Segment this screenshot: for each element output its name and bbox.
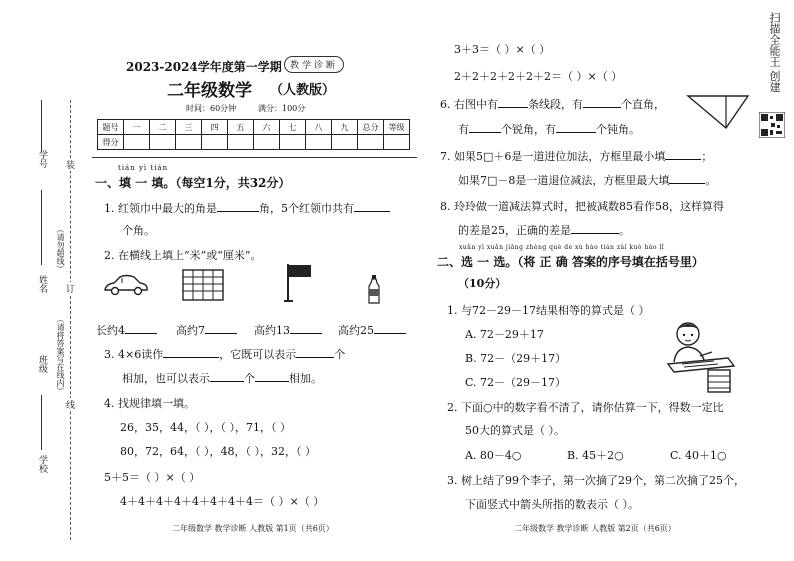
q3-line2 [122, 370, 322, 386]
q7-text-b: ； [701, 150, 713, 163]
q2-bottle-label [338, 322, 406, 338]
section2-title: 二、选 一 选。（将 正 确 答案的序号填在括号里） [437, 255, 704, 269]
school-label: 学校 [37, 455, 47, 473]
q2-label-3: 高约13 [254, 324, 290, 337]
q7-line2 [458, 172, 716, 188]
section1-title: 一、填 一 填。（每空1分，共32分） [95, 176, 291, 190]
s2-q2-line2: 50大的算式是（ ）。 [465, 424, 565, 437]
q6-blank-3[interactable] [469, 122, 501, 133]
q2-blank-4[interactable] [374, 323, 406, 334]
score-cell: 等级 [384, 120, 410, 135]
q3-text-d: 相加，也可以表示 [122, 372, 210, 385]
q3-text-b: ，它既可以表示 [219, 348, 297, 361]
bind-char-1: 装 [66, 158, 75, 171]
s2-q1-option-b[interactable]: B. 72－（29＋17） [465, 352, 567, 365]
car-icon [102, 272, 150, 298]
q2-label-2: 高约7 [176, 324, 205, 337]
q1-blank-2[interactable] [354, 201, 390, 212]
margin-note-2: （请将答案写在线内） [56, 315, 65, 395]
q3-blank-2[interactable] [296, 347, 334, 358]
score-input-cell[interactable] [306, 135, 332, 150]
q2-label-4: 高约25 [338, 324, 374, 337]
q2-car-label [96, 322, 157, 338]
q6-text-f: 个钝角。 [596, 123, 640, 136]
q8-line1: 8. 玲玲做一道减法算式时，把被减数85看作58，这样算得 [440, 200, 724, 213]
section2-points: （10分） [458, 277, 507, 290]
exam-time: 时间：60分钟 [186, 104, 237, 113]
score-input-cell[interactable] [280, 135, 306, 150]
q6-text-a: 6. 右图中有 [440, 98, 498, 111]
q7-blank-2[interactable] [669, 173, 705, 184]
full-score: 满分：100分 [258, 104, 306, 113]
q3-text-a: 3. 4×6读作 [104, 348, 164, 361]
stamp: 教学诊断 [284, 56, 344, 73]
triangle-figure [686, 94, 750, 130]
score-input-cell[interactable] [124, 135, 150, 150]
margin-note-1: （请勿超线） [56, 225, 65, 273]
id-line [41, 100, 42, 152]
q1-text-c: 个角。 [122, 224, 155, 237]
score-input-cell[interactable] [228, 135, 254, 150]
footer-left: 二年级数学 教学诊断 人教版 第1页（共6页） [172, 524, 334, 533]
q2-blank-2[interactable] [205, 323, 237, 334]
score-cell: 六 [254, 120, 280, 135]
q8-text-b: 的差是25，正确的差是 [458, 224, 571, 237]
s2-q2-option-a[interactable]: A. 80－4○ [465, 449, 522, 462]
q4-sequence-1[interactable]: 26，35，44，（ ），（ ），71，（ ） [120, 421, 291, 434]
score-cell: 二 [150, 120, 176, 135]
year-line: 2023-2024学年度第一学期 [126, 60, 282, 74]
q4-text: 4. 找规律填一填。 [104, 397, 195, 410]
q6-blank-2[interactable] [583, 97, 621, 108]
score-cell: 一 [124, 120, 150, 135]
q3-text-f: 相加。 [289, 372, 322, 385]
s2-q1-option-c[interactable]: C. 72－（29－17） [465, 376, 567, 389]
score-cell: 五 [228, 120, 254, 135]
q1-blank-1[interactable] [217, 201, 259, 212]
q7-line1 [440, 148, 712, 164]
student-id-label: 学号 [37, 150, 47, 168]
scanner-watermark: 扫描全能王 创建 [768, 12, 781, 93]
q8-line2 [458, 222, 630, 238]
score-cell: 九 [332, 120, 358, 135]
name-line [41, 190, 42, 265]
s2-q2-option-b[interactable]: B. 45＋2○ [567, 449, 624, 462]
right-row-1[interactable]: 3＋3＝（ ）×（ ） [454, 43, 551, 56]
section1-pinyin: tián yì tián [118, 164, 169, 172]
score-input-cell[interactable] [254, 135, 280, 150]
score-table-score-row [98, 135, 410, 150]
q7-text-c: 如果7□－8是一道退位减法，方框里最大填 [458, 174, 670, 187]
s2-q1-option-a[interactable]: A. 72－29＋17 [465, 328, 544, 341]
q4-sequence-2[interactable]: 80，72，64，（ ），48，（ ），32，（ ） [120, 445, 316, 458]
q7-blank-1[interactable] [665, 149, 701, 160]
flagpole-icon [283, 262, 315, 302]
s2-q2-option-c[interactable]: C. 40＋1○ [670, 449, 727, 462]
q6-text-d: 有 [458, 123, 469, 136]
bind-char-3: 线 [66, 398, 75, 411]
score-cell: 八 [306, 120, 332, 135]
building-icon [181, 268, 225, 302]
q7-text-d: 。 [705, 174, 717, 187]
score-table [97, 119, 410, 150]
s2-q3-line1: 3. 树上结了99个李子，第一次摘了29个，第二次摘了25个， [447, 474, 745, 487]
score-cell: 总分 [358, 120, 384, 135]
score-cell: 七 [280, 120, 306, 135]
school-line [41, 395, 42, 450]
score-row-label: 得分 [98, 135, 124, 150]
q2-flag-label [254, 322, 322, 338]
bind-char-2: 订 [66, 282, 75, 295]
q2-building-label [176, 322, 237, 338]
score-input-cell[interactable] [176, 135, 202, 150]
q2-blank-1[interactable] [125, 323, 157, 334]
bottle-icon [367, 274, 381, 304]
subject-title: 二年级数学 [167, 81, 252, 101]
footer-right: 二年级数学 教学诊断 人教版 第2页（共6页） [514, 524, 676, 533]
q6-blank-4[interactable] [556, 122, 596, 133]
q2-blank-3[interactable] [290, 323, 322, 334]
score-cell: 三 [176, 120, 202, 135]
q3-blank-3[interactable] [210, 371, 244, 382]
score-table-header-row [98, 120, 410, 135]
q6-line1 [440, 96, 665, 112]
section2-pinyin: xuǎn yì xuǎn jiāng zhèng què de xù hào tián zài kuò hào lǐ [459, 244, 665, 251]
q3-blank-1[interactable] [163, 347, 219, 358]
name-label: 姓名 [37, 275, 47, 293]
q6-text-c: 个直角， [621, 98, 665, 111]
score-input-cell[interactable] [332, 135, 358, 150]
q6-text-b: 条线段，有 [528, 98, 583, 111]
score-cell: 四 [202, 120, 228, 135]
right-row-2[interactable]: 2＋2＋2＋2＋2＋2＝（ ）×（ ） [454, 70, 623, 83]
q6-line2 [458, 121, 640, 137]
score-input-cell[interactable] [202, 135, 228, 150]
q5-row-2[interactable]: 4＋4＋4＋4＋4＋4＋4＋4＝（ ）×（ ） [120, 495, 325, 508]
qr-code-icon [759, 112, 785, 138]
q8-text-c: 。 [619, 224, 630, 237]
class-label: 班级 [37, 355, 47, 373]
q1-line1 [104, 200, 390, 216]
edition: （人教版） [270, 83, 336, 98]
s2-q3-line2: 下面竖式中箭头所指的数表示（ ）。 [465, 498, 639, 511]
student-writing-illustration [658, 318, 738, 394]
score-input-cell[interactable] [150, 135, 176, 150]
score-input-cell[interactable] [384, 135, 410, 150]
q7-text-a: 7. 如果5□＋6是一道进位加法，方框里最小填 [440, 150, 666, 163]
q3-text-c: 个 [334, 348, 346, 361]
header-divider [92, 157, 417, 158]
q6-blank-1[interactable] [498, 97, 528, 108]
q3-blank-4[interactable] [255, 371, 289, 382]
q5-row-1[interactable]: 5＋5＝（ ）×（ ） [104, 471, 201, 484]
score-cell: 题号 [98, 120, 124, 135]
s2-q1: 1. 与72－29－17结果相等的算式是（ ） [447, 304, 650, 317]
q6-text-e: 个锐角，有 [501, 123, 556, 136]
q3-line1 [104, 346, 345, 362]
q3-text-e: 个 [244, 372, 255, 385]
q2-label-1: 长约4 [96, 324, 125, 337]
s2-q2-line1: 2. 下面○中的数字看不清了，请你估算一下，得数一定比 [447, 401, 724, 414]
q1-text-a: 1. 红领巾中最大的角是 [104, 202, 217, 215]
q2-text: 2. 在横线上填上“米”或“厘米”。 [104, 249, 262, 262]
q1-text-b: 角，5个红领巾共有 [259, 202, 354, 215]
score-input-cell[interactable] [358, 135, 384, 150]
q8-blank[interactable] [571, 223, 619, 234]
